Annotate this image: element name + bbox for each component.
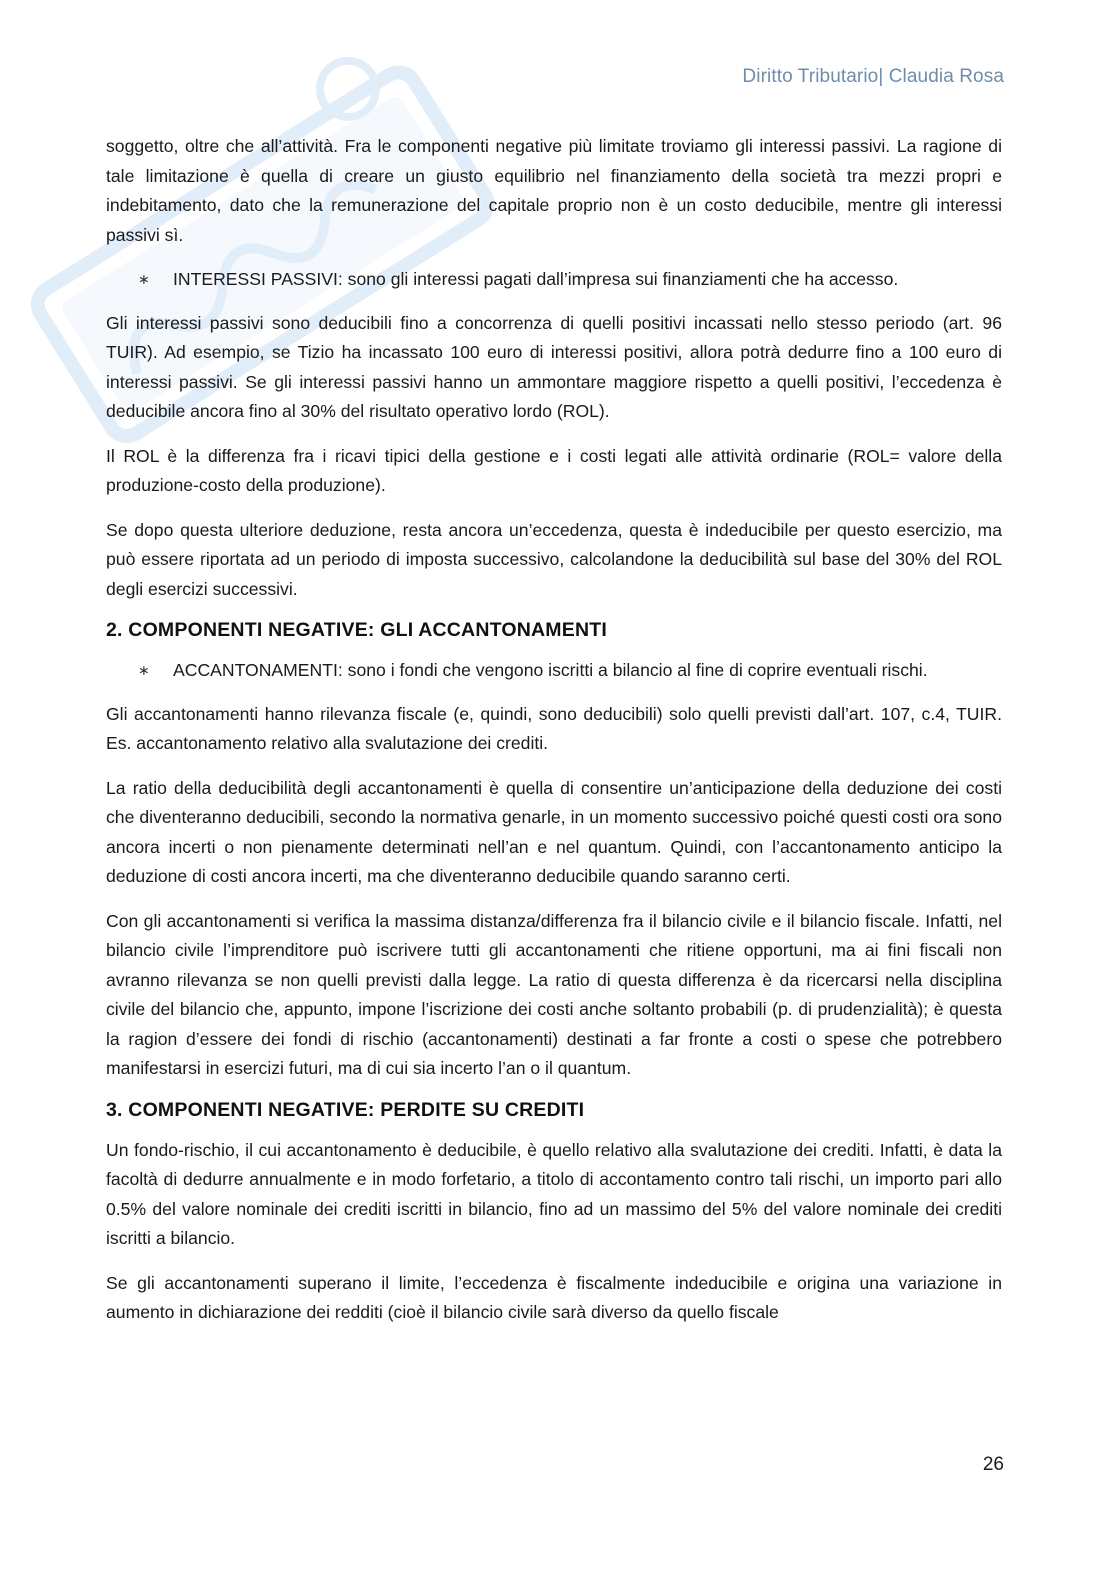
paragraph: Gli interessi passivi sono deducibili fino a concorrenza di quelli positivi incassati nello stesso periodo (art. 96 TUIR). Ad esempio, se Tizio ha incassato 100 euro di interessi positivi, allora potrà dedurre fino a 100 euro di interessi passivi. Se gli interessi passivi hanno un ammontare maggiore rispetto a quelli positivi, l’eccedenza è deducibile ancora fino al 30% del risultato operativo lordo (ROL). [106,312,1002,421]
paragraph: Il ROL è la differenza fra i ricavi tipici della gestione e i costi legati alle attività ordinarie (ROL= valore della produzione-costo della produzione). [106,445,1002,495]
asterisk-bullet-icon: ∗ [138,271,150,287]
paragraph: Se gli accantonamenti superano il limite, l’eccedenza è fiscalmente indeducibile e origina una variazione in aumento in dichiarazione dei redditi (cioè il bilancio civile sarà diverso da quello fiscale [106,1272,1002,1322]
page-number: 26 [982,1454,1004,1475]
section-heading: 3. COMPONENTI NEGATIVE: PERDITE SU CREDITI [106,1098,585,1121]
page-body [106,132,1002,1343]
bullet-item [106,265,1002,295]
paragraph: Gli accantonamenti hanno rilevanza fiscale (e, quindi, sono deducibili) solo quelli previsti dall’art. 107, c.4, TUIR. Es. accantonamento relativo alla svalutazione dei crediti. [106,703,1002,753]
bullet-item [106,656,1002,686]
bullet-text: ACCANTONAMENTI: sono i fondi che vengono iscritti a bilancio al fine di coprire eventuali rischi. [173,660,928,680]
paragraph: La ratio della deducibilità degli accantonamenti è quella di consentire un’anticipazione della deduzione dei costi che diventeranno deducibili, secondo la normativa genarle, in un momento successivo poiché questi costi ora sono ancora incerti o non pienamente determinati nell’an e nel quantum. Quindi, con l’accantonamento anticipo la deduzione di costi ancora incerti, ma che diventeranno deducibile quando saranno certi. [106,777,1002,886]
asterisk-bullet-icon: ∗ [138,662,150,678]
running-header: Diritto Tributario| Claudia Rosa [742,66,1004,87]
section-heading: 2. COMPONENTI NEGATIVE: GLI ACCANTONAMENTI [106,619,607,641]
paragraph: soggetto, oltre che all’attività. Fra le componenti negative più limitate troviamo gli interessi passivi. La ragione di tale limitazione è quella di creare un giusto equilibrio nel finanziamento della società tra mezzi propri e indebitamento, dato che la remunerazione del capitale proprio non è un costo deducibile, mentre gli interessi passivi sì. [106,136,1002,245]
paragraph: Un fondo-rischio, il cui accantonamento è deducibile, è quello relativo alla svalutazione dei crediti. Infatti, è data la facoltà di dedurre annualmente e in modo forfetario, a titolo di accontamento contro tali rischi, un importo pari allo 0.5% del valore nominale dei crediti iscritti in bilancio, fino ad un massimo del 5% del valore nominale dei crediti iscritti a bilancio. [106,1139,1002,1248]
paragraph: Se dopo questa ulteriore deduzione, resta ancora un’eccedenza, questa è indeducibile per questo esercizio, ma può essere riportata ad un periodo di imposta successivo, calcolandone la deducibilità sul base del 30% del ROL degli esercizi successivi. [106,519,1002,599]
paragraph: Con gli accantonamenti si verifica la massima distanza/differenza fra il bilancio civile e il bilancio fiscale. Infatti, nel bilancio civile l’imprenditore può iscrivere tutti gli accantonamenti che ritiene opportuni, ma ai fini fiscali non avranno rilevanza se non quelli previsti dalla legge. La ratio di questa differenza è da ricercarsi nella disciplina civile del bilancio che, appunto, impone l’iscrizione dei costi anche soltanto probabili (p. di prudenzialità); è questa la ragion d’essere dei fondi di rischio (accantonamenti) destinati a far fronte a costi o spese che potrebbero manifestarsi in esercizi futuri, ma di cui sia incerto l’an o il quantum. [106,910,1002,1078]
bullet-text: INTERESSI PASSIVI: sono gli interessi pagati dall’impresa sui finanziamenti che ha accesso. [173,269,899,289]
